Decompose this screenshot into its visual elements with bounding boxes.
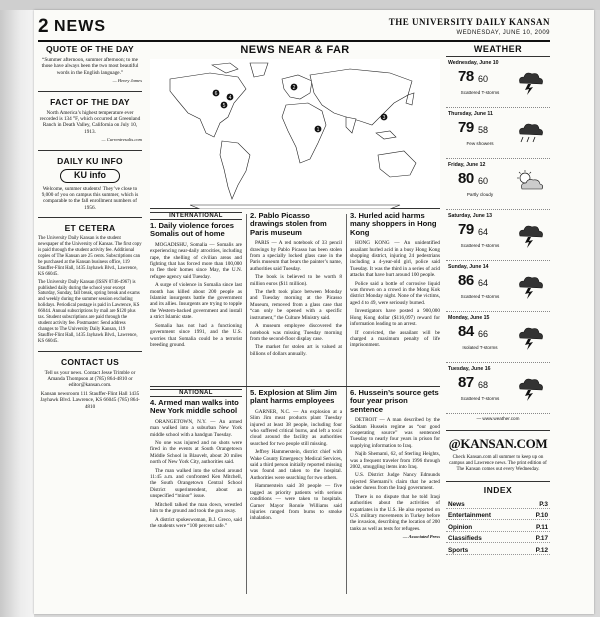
scan-edge bbox=[0, 0, 34, 617]
weather-title: WEATHER bbox=[446, 44, 550, 57]
article-3 bbox=[350, 212, 440, 410]
headline-1: 1. Daily violence forces Somalis out of home bbox=[150, 221, 234, 239]
index-label: Entertainment bbox=[448, 512, 491, 519]
article-2-p4: A museum employee discovered the notebook was missing Tuesday morning from the second-floor display case. bbox=[250, 323, 342, 342]
weather-low: 68 bbox=[478, 380, 489, 390]
weather-high: 78 bbox=[458, 68, 474, 85]
storm-icon bbox=[514, 322, 546, 352]
article-3-p2: Police said a bottle of corrosive liquid was thrown on a crowd in the Mong Kok district Monday night. None of the victims, aged 4 to 49, were seriously burned. bbox=[350, 280, 440, 306]
weather-high: 80 bbox=[458, 170, 474, 187]
article-6-p3: U.S. District Judge Nancy Edmunds rejected Shemami’s claim that he acted under duress from the Iraqi government. bbox=[350, 472, 440, 492]
index-item bbox=[446, 497, 550, 509]
kuinfo-box bbox=[38, 156, 142, 219]
headline-2: 2. Pablo Picasso drawings stolen from Paris museum bbox=[250, 211, 327, 237]
article-6 bbox=[350, 389, 440, 599]
index-label: Classifieds bbox=[448, 535, 482, 542]
masthead: THE UNIVERSITY DAILY KANSAN bbox=[388, 17, 550, 27]
contact-text-2: Kansan newsroom 111 Stauffer-Flint Hall 1435 Jayhawk Blvd. Lawrence, KS 66045 (785) 864-4810 bbox=[40, 390, 140, 410]
article-4-p5: A district spokeswoman, B.J. Greco, said the students were “100 percent safe.” bbox=[150, 516, 242, 529]
fact-text: North America’s highest temperature ever recorded is 134 °F, which occurred at Greenland Ranch in Death Valley, California on July 10, 1913. bbox=[39, 109, 141, 135]
article-4-p2: No one was injured and no shots were fired in the events at South Orangetown Middle School in Blauvelt, about 20 miles north of New York City, authorities said. bbox=[150, 440, 242, 466]
index-page: P.3 bbox=[539, 500, 548, 508]
article-4-p1: ORANGETOWN, N.Y. — An armed man walked into a suburban New York middle school with a handgun Tuesday. bbox=[150, 418, 242, 438]
fact-title: FACT OF THE DAY bbox=[50, 96, 130, 107]
kansan-promo bbox=[446, 430, 550, 473]
fact-box bbox=[38, 97, 142, 151]
weather-condition: Isolated T-storms bbox=[462, 345, 498, 350]
index-page: P.11 bbox=[536, 523, 548, 531]
article-4-p3: The man walked into the school around 11:45 a.m. and confronted Ken Mitchell, the South Orangetown Central School District superintendent, about an unspecified “minor” issue. bbox=[150, 467, 242, 500]
kuinfo-title: DAILY KU INFO bbox=[57, 155, 123, 166]
weather-forecast bbox=[446, 57, 550, 414]
weather-day-label: Saturday, June 13 bbox=[448, 213, 493, 219]
weather-condition: Scattered T-storms bbox=[460, 396, 500, 401]
quote-box bbox=[38, 44, 142, 92]
storm-icon bbox=[514, 220, 546, 250]
fact-source: — Currentresults.com bbox=[101, 137, 142, 143]
news-near-far bbox=[150, 44, 440, 600]
weather-day-label: Wednesday, June 10 bbox=[448, 60, 499, 66]
article-3-p4: If convicted, the assailant will be charged a maximum penalty of life imprisonment. bbox=[350, 329, 440, 349]
weather-high: 79 bbox=[458, 119, 474, 136]
index-label: Sports bbox=[448, 546, 469, 554]
left-column bbox=[38, 44, 142, 600]
row-divider bbox=[150, 386, 440, 387]
article-1 bbox=[150, 212, 242, 410]
kicker-international: INTERNATIONAL bbox=[150, 212, 242, 220]
headline-4: 4. Armed man walks into New York middle school bbox=[150, 398, 239, 416]
column-rule-1 bbox=[246, 214, 247, 594]
right-column bbox=[446, 44, 550, 600]
page-header bbox=[38, 14, 550, 42]
quote-text: “Summer afternoon, summer afternoon; to me those have always been the two most beautiful words in the English language.” bbox=[41, 57, 139, 76]
article-5-p1: GARNER, N.C. — An explosion at a Slim Jim meat products plant Tuesday injured at least 38 people, including four who suffered critical burns, and left a toxic cloud around the facility as authorities searched for two people still missing. bbox=[250, 408, 342, 447]
svg-text:3: 3 bbox=[382, 115, 386, 121]
article-2-p3: The theft took place between Monday and Tuesday morning at the Picasso Museum, removed from a glass case that “can only be opened with a specific instrument,” the Culture Ministry said. bbox=[250, 289, 342, 321]
kuinfo-text: Welcome, summer students! They’ve close to 9,000 of you on campus this summer, which is comparable to the fall enrollment numbers of 1956. bbox=[41, 185, 139, 211]
weather-condition: Scattered T-storms bbox=[460, 90, 500, 95]
article-3-p1: HONG KONG — An unidentified assailant hurled acid in a busy Hong Kong shopping district, injuring 24 pedestrians including a 4-year-old girl, police said Tuesday. It was the third in a series of acid attacks that have hurt around 100 people. bbox=[350, 240, 440, 279]
world-map-graphic bbox=[150, 59, 440, 209]
svg-text:6: 6 bbox=[214, 91, 218, 97]
weather-condition: Few showers bbox=[466, 141, 494, 146]
weather-day-label: Tuesday, June 16 bbox=[448, 366, 491, 372]
section-title: NEWS bbox=[54, 18, 106, 35]
weather-high: 86 bbox=[458, 272, 474, 289]
article-5-p2: Jeffrey Hammerstein, district chief with Wake County Emergency Medical Services, said a third person initially reported missing was found and taken to the hospital. Authorities were searching for two others. bbox=[250, 449, 342, 481]
article-6-p1: DETROIT — A man described by the Saddam Hussein regime as “our good cooperating source” was sentenced Tuesday to nearly four years in prison for supplying information to Iraq. bbox=[350, 417, 440, 449]
etcetera-box bbox=[38, 223, 142, 351]
weather-day bbox=[446, 159, 550, 210]
weather-condition: Partly cloudy bbox=[466, 192, 494, 197]
svg-text:4: 4 bbox=[228, 95, 232, 101]
quote-title: QUOTE OF THE DAY bbox=[45, 44, 135, 54]
weather-day bbox=[446, 108, 550, 159]
weather-high: 87 bbox=[458, 374, 474, 391]
weather-low: 64 bbox=[478, 278, 489, 288]
article-6-p2: Najib Shemami, 62, of Sterling Heights, was a frequent traveler from 1996 through 2002, smuggling items into Iraq. bbox=[350, 451, 440, 471]
index-label: Opinion bbox=[448, 523, 473, 531]
issue-date: WEDNESDAY, JUNE 10, 2009 bbox=[456, 30, 550, 36]
weather-low: 66 bbox=[478, 329, 489, 339]
quote-author: — Henry James bbox=[112, 78, 142, 84]
article-1-p3: Somalia has not had a functioning government since 1991, and the U.S. worries that Somalia could be a terrorist breeding ground. bbox=[150, 322, 242, 348]
weather-day bbox=[446, 312, 550, 363]
headline-3: 3. Hurled acid harms many shoppers in Hong Kong bbox=[350, 211, 437, 237]
weather-low: 64 bbox=[478, 227, 489, 237]
weather-low: 58 bbox=[478, 125, 489, 135]
etcetera-text-1: The University Daily Kansan is the student newspaper of the University of Kansas. The first copy is paid through the student activity fee. Additional copies of The Kansan are 25 cents. Subscriptions can be purchased at the Kansan business office, 119 Stauffer-Flint Hall, 1435 Jayhawk Blvd., Lawrence, KS 66045. bbox=[38, 236, 142, 277]
weather-day bbox=[446, 261, 550, 312]
index-item bbox=[446, 509, 550, 521]
article-1-p1: MOGADISHU, Somalia — Somalis are experiencing near-daily atrocities, including rape, the shelling of civilian areas and fighting that has forced more than 100,000 to flee their homes since May, the U.N. refugee agency said Tuesday. bbox=[150, 241, 242, 280]
column-rule-2 bbox=[346, 214, 347, 594]
headline-6: 6. Hussein’s source gets four year prison sentence bbox=[350, 388, 439, 414]
contact-box bbox=[38, 357, 142, 416]
weather-day bbox=[446, 57, 550, 108]
weather-source: — www.weather.com bbox=[476, 416, 520, 421]
kansan-text: Check Kansan.com all summer to keep up on campus and Lawrence news. The print edition of The Kansan comes out every Wednesday. bbox=[449, 455, 547, 472]
weather-day-label: Monday, June 15 bbox=[448, 315, 490, 321]
page-number: 2 bbox=[38, 16, 49, 37]
article-2-p5: The market for stolen art is valued at billions of dollars annually. bbox=[250, 344, 342, 357]
article-4-p4: Mitchell talked the man down, wrestled him to the ground and took the gun away. bbox=[150, 501, 242, 515]
storm-icon bbox=[514, 271, 546, 301]
contact-title: CONTACT US bbox=[60, 356, 120, 367]
storm-icon bbox=[514, 67, 546, 97]
index-page: P.10 bbox=[535, 512, 548, 519]
article-6-p4: There is no dispute that he told Iraqi authorities about the activities of expatriates in the U.S. He also reported on U.S. military movements in Turkey before the invasion, describing the location of 200 tanks as well as tests for refugees. bbox=[350, 493, 440, 532]
kansan-logo: @KANSAN.COM bbox=[448, 436, 548, 451]
article-2-p2: The book is believed to be worth 8 million euros ($11 million). bbox=[250, 274, 342, 287]
headline-5: 5. Explosion at Slim Jim plant harms employees bbox=[250, 388, 337, 406]
etcetera-text-2: The University Daily Kansan (ISSN 0746-4967) is published daily during the school year except Saturday, Sunday, fall break, spring break and exams and weekly during the summer session excluding holidays. Periodical postage is paid in Lawrence, KS 66044. Annual subscriptions by mail are $120 plus tax. Student subscriptions are paid through the student activity fee. Postmaster: Send address changes to The University Daily Kansan, 119 Stauffer-Flint Hall, 1435 Jayhawk Blvd., Lawrence, KS 66045. bbox=[38, 279, 140, 344]
weather-low: 60 bbox=[478, 176, 489, 186]
kuinfo-logo: KU info bbox=[60, 169, 120, 183]
weather-high: 84 bbox=[458, 323, 474, 340]
contact-text-1: Tell us your news. Contact Jesse Trimble or Amanda Thompson at (785) 864-4810 or editor@kansan.com. bbox=[44, 369, 136, 389]
article-2-p1: PARIS — A red notebook of 33 pencil drawings by Pablo Picasso has been stolen from a specially locked glass case in the Paris museum that bears the painter’s name, authorities said Tuesday. bbox=[250, 240, 342, 272]
partly-cloudy-icon bbox=[514, 169, 546, 199]
weather-condition: Scattered T-storms bbox=[460, 294, 500, 299]
index-box bbox=[446, 481, 550, 555]
scan-edge-top bbox=[0, 0, 600, 10]
article-5-p3: Hammerstein said 38 people — five tagged as priority patients with serious conditions — were taken to hospitals. Garner Mayor Ronnie Williams said injuries ranged from burns to smoke inhalation. bbox=[250, 483, 342, 522]
index-page: P.17 bbox=[535, 535, 548, 542]
index-item bbox=[446, 532, 550, 544]
index-item bbox=[446, 520, 550, 532]
showers-icon bbox=[514, 118, 546, 148]
index-item bbox=[446, 543, 550, 555]
svg-text:5: 5 bbox=[222, 103, 226, 109]
svg-text:2: 2 bbox=[292, 85, 296, 91]
index-title: INDEX bbox=[483, 485, 513, 495]
etcetera-title: ET CETERA bbox=[64, 223, 116, 234]
weather-day bbox=[446, 363, 550, 414]
world-map bbox=[150, 59, 440, 209]
article-3-p3: Investigators have posted a 900,000 Hong Kong dollar ($116,097) reward for information leading to an arrest. bbox=[350, 308, 440, 328]
article-2 bbox=[250, 212, 342, 410]
weather-day bbox=[446, 210, 550, 261]
article-5 bbox=[250, 389, 342, 599]
article-1-p2: A surge of violence in Somalia since last month has killed about 200 people as Islamist insurgents battle the government and its allies. Insurgents are trying to topple the Western-backed government and install a strict Islamic state. bbox=[150, 282, 242, 321]
weather-day-label: Sunday, June 14 bbox=[448, 264, 489, 270]
svg-text:1: 1 bbox=[316, 127, 320, 133]
index-list bbox=[446, 497, 550, 555]
section-band: NEWS NEAR & FAR bbox=[240, 44, 350, 56]
index-label: News bbox=[448, 500, 465, 508]
weather-condition: Scattered T-storms bbox=[460, 243, 500, 248]
weather-high: 79 bbox=[458, 221, 474, 238]
storm-icon bbox=[514, 373, 546, 403]
article-4 bbox=[150, 389, 242, 599]
ap-credit: — Associated Press bbox=[402, 534, 440, 540]
index-page: P.12 bbox=[535, 546, 548, 554]
weather-low: 60 bbox=[478, 74, 489, 84]
weather-day-label: Thursday, June 11 bbox=[448, 111, 493, 117]
weather-day-label: Friday, June 12 bbox=[448, 162, 486, 168]
kicker-national: NATIONAL bbox=[150, 389, 242, 397]
